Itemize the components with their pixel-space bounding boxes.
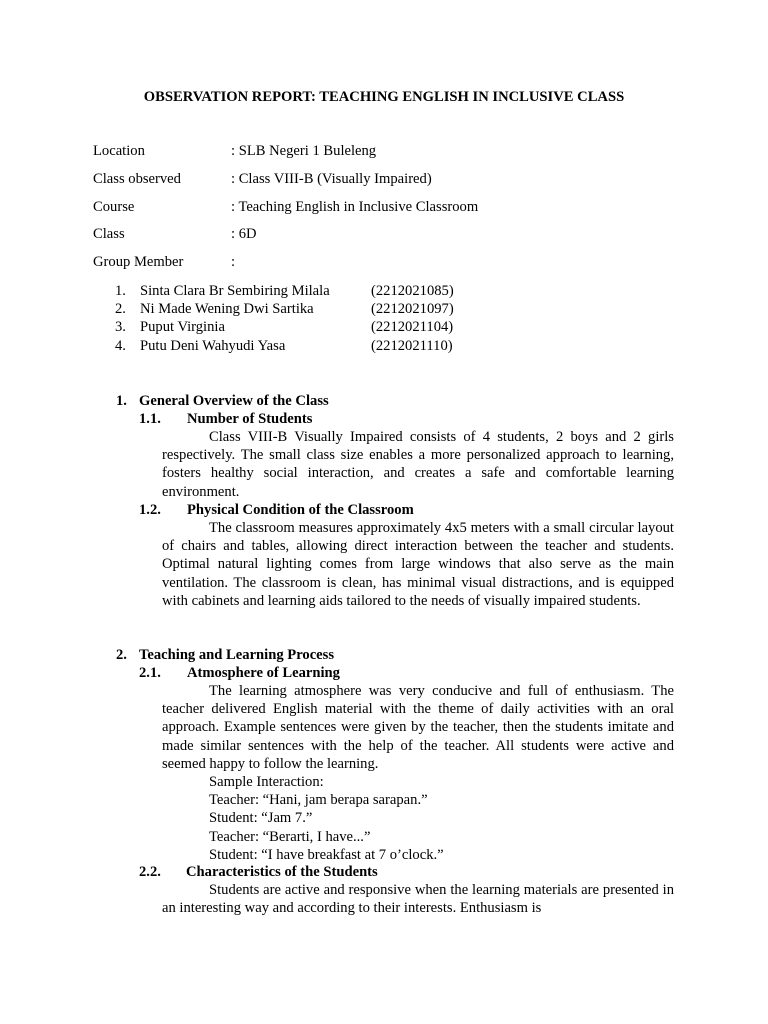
member-id: (2212021104) — [371, 319, 454, 336]
subsection-heading-2-1 — [139, 664, 340, 682]
info-label: Class — [93, 226, 125, 243]
list-number: 1. — [115, 283, 126, 299]
member-id: (2212021110) — [371, 337, 453, 354]
member-id: (2212021097) — [371, 301, 454, 318]
member-id: (2212021085) — [371, 283, 454, 299]
subsection-title: Physical Condition of the Classroom — [187, 502, 414, 518]
dialog-line: Sample Interaction: — [209, 774, 324, 790]
paragraph-atmosphere: The learning atmosphere was very conducive and full of enthusiasm. The teacher delivered English material with the theme of daily activities with an oral approach. Example sentences were given by the teacher, then the students imitate and made similar sentences with the help of the teacher. All students were active and seemed happy to follow the learning. — [162, 683, 674, 772]
section-number: 1. — [116, 393, 127, 409]
subsection-title: Characteristics of the Students — [186, 864, 378, 880]
info-value: : — [231, 254, 236, 271]
subsection-heading-1-2 — [139, 501, 414, 519]
section-heading-1 — [116, 392, 329, 410]
member-name: Putu Deni Wahyudi Yasa — [140, 337, 286, 354]
info-value: : SLB Negeri 1 Buleleng — [231, 143, 377, 159]
subsection-heading-1-1 — [139, 410, 312, 428]
page-title: OBSERVATION REPORT: TEACHING ENGLISH IN INCLUSIVE CLASS — [143, 89, 625, 105]
info-label: Course — [93, 198, 135, 215]
subsection-number: 1.1. — [139, 411, 161, 427]
section-number: 2. — [116, 647, 127, 663]
section-title: General Overview of the Class — [139, 393, 329, 409]
dialog-line: Teacher: “Berarti, I have...” — [209, 828, 371, 845]
section-heading-2 — [116, 646, 334, 664]
member-name: Ni Made Wening Dwi Sartika — [140, 301, 314, 318]
subsection-heading-2-2 — [139, 863, 378, 881]
dialog-line: Teacher: “Hani, jam berapa sarapan.” — [209, 792, 428, 809]
dialog-line: Student: “Jam 7.” — [209, 810, 313, 827]
member-name: Puput Virginia — [140, 319, 225, 336]
subsection-number: 2.2. — [139, 864, 161, 880]
dialog-line: Student: “I have breakfast at 7 o’clock.” — [209, 846, 444, 863]
member-name: Sinta Clara Br Sembiring Milala — [140, 283, 330, 299]
paragraph-number-of-students: Class VIII-B Visually Impaired consists of 4 students, 2 boys and 2 girls respectively. The small class size enables a more personalized approach to learning, fosters healthy social interaction, and creates a safe and comfortable learning environment. — [162, 429, 674, 500]
info-label: Class observed — [93, 170, 181, 187]
section-title: Teaching and Learning Process — [139, 647, 335, 663]
sample-interaction — [209, 773, 444, 864]
info-value: : Class VIII-B (Visually Impaired) — [231, 170, 432, 187]
subsection-number: 2.1. — [139, 665, 161, 681]
info-label: Group Member — [93, 254, 184, 271]
subsection-title: Number of Students — [187, 411, 313, 427]
info-value: : 6D — [231, 226, 257, 243]
subsection-number: 1.2. — [139, 502, 161, 518]
list-number: 2. — [115, 301, 126, 318]
list-number: 4. — [115, 337, 126, 354]
list-number: 3. — [115, 319, 126, 336]
paragraph-characteristics: Students are active and responsive when the learning materials are presented in an interesting way and according to their interests. Enthusiasm is — [162, 882, 674, 917]
paragraph-physical-condition: The classroom measures approximately 4x5 meters with a small circular layout of chairs and tables, allowing direct interaction between the teacher and students. Optimal natural lighting comes from large windows that also serve as the main ventilation. The classroom is clean, has minimal visual distractions, and is equipped with cabinets and learning aids tailored to the needs of visually impaired students. — [162, 520, 674, 609]
subsection-title: Atmosphere of Learning — [187, 665, 340, 681]
info-label: Location — [93, 143, 145, 159]
info-value: : Teaching English in Inclusive Classroom — [231, 198, 479, 215]
